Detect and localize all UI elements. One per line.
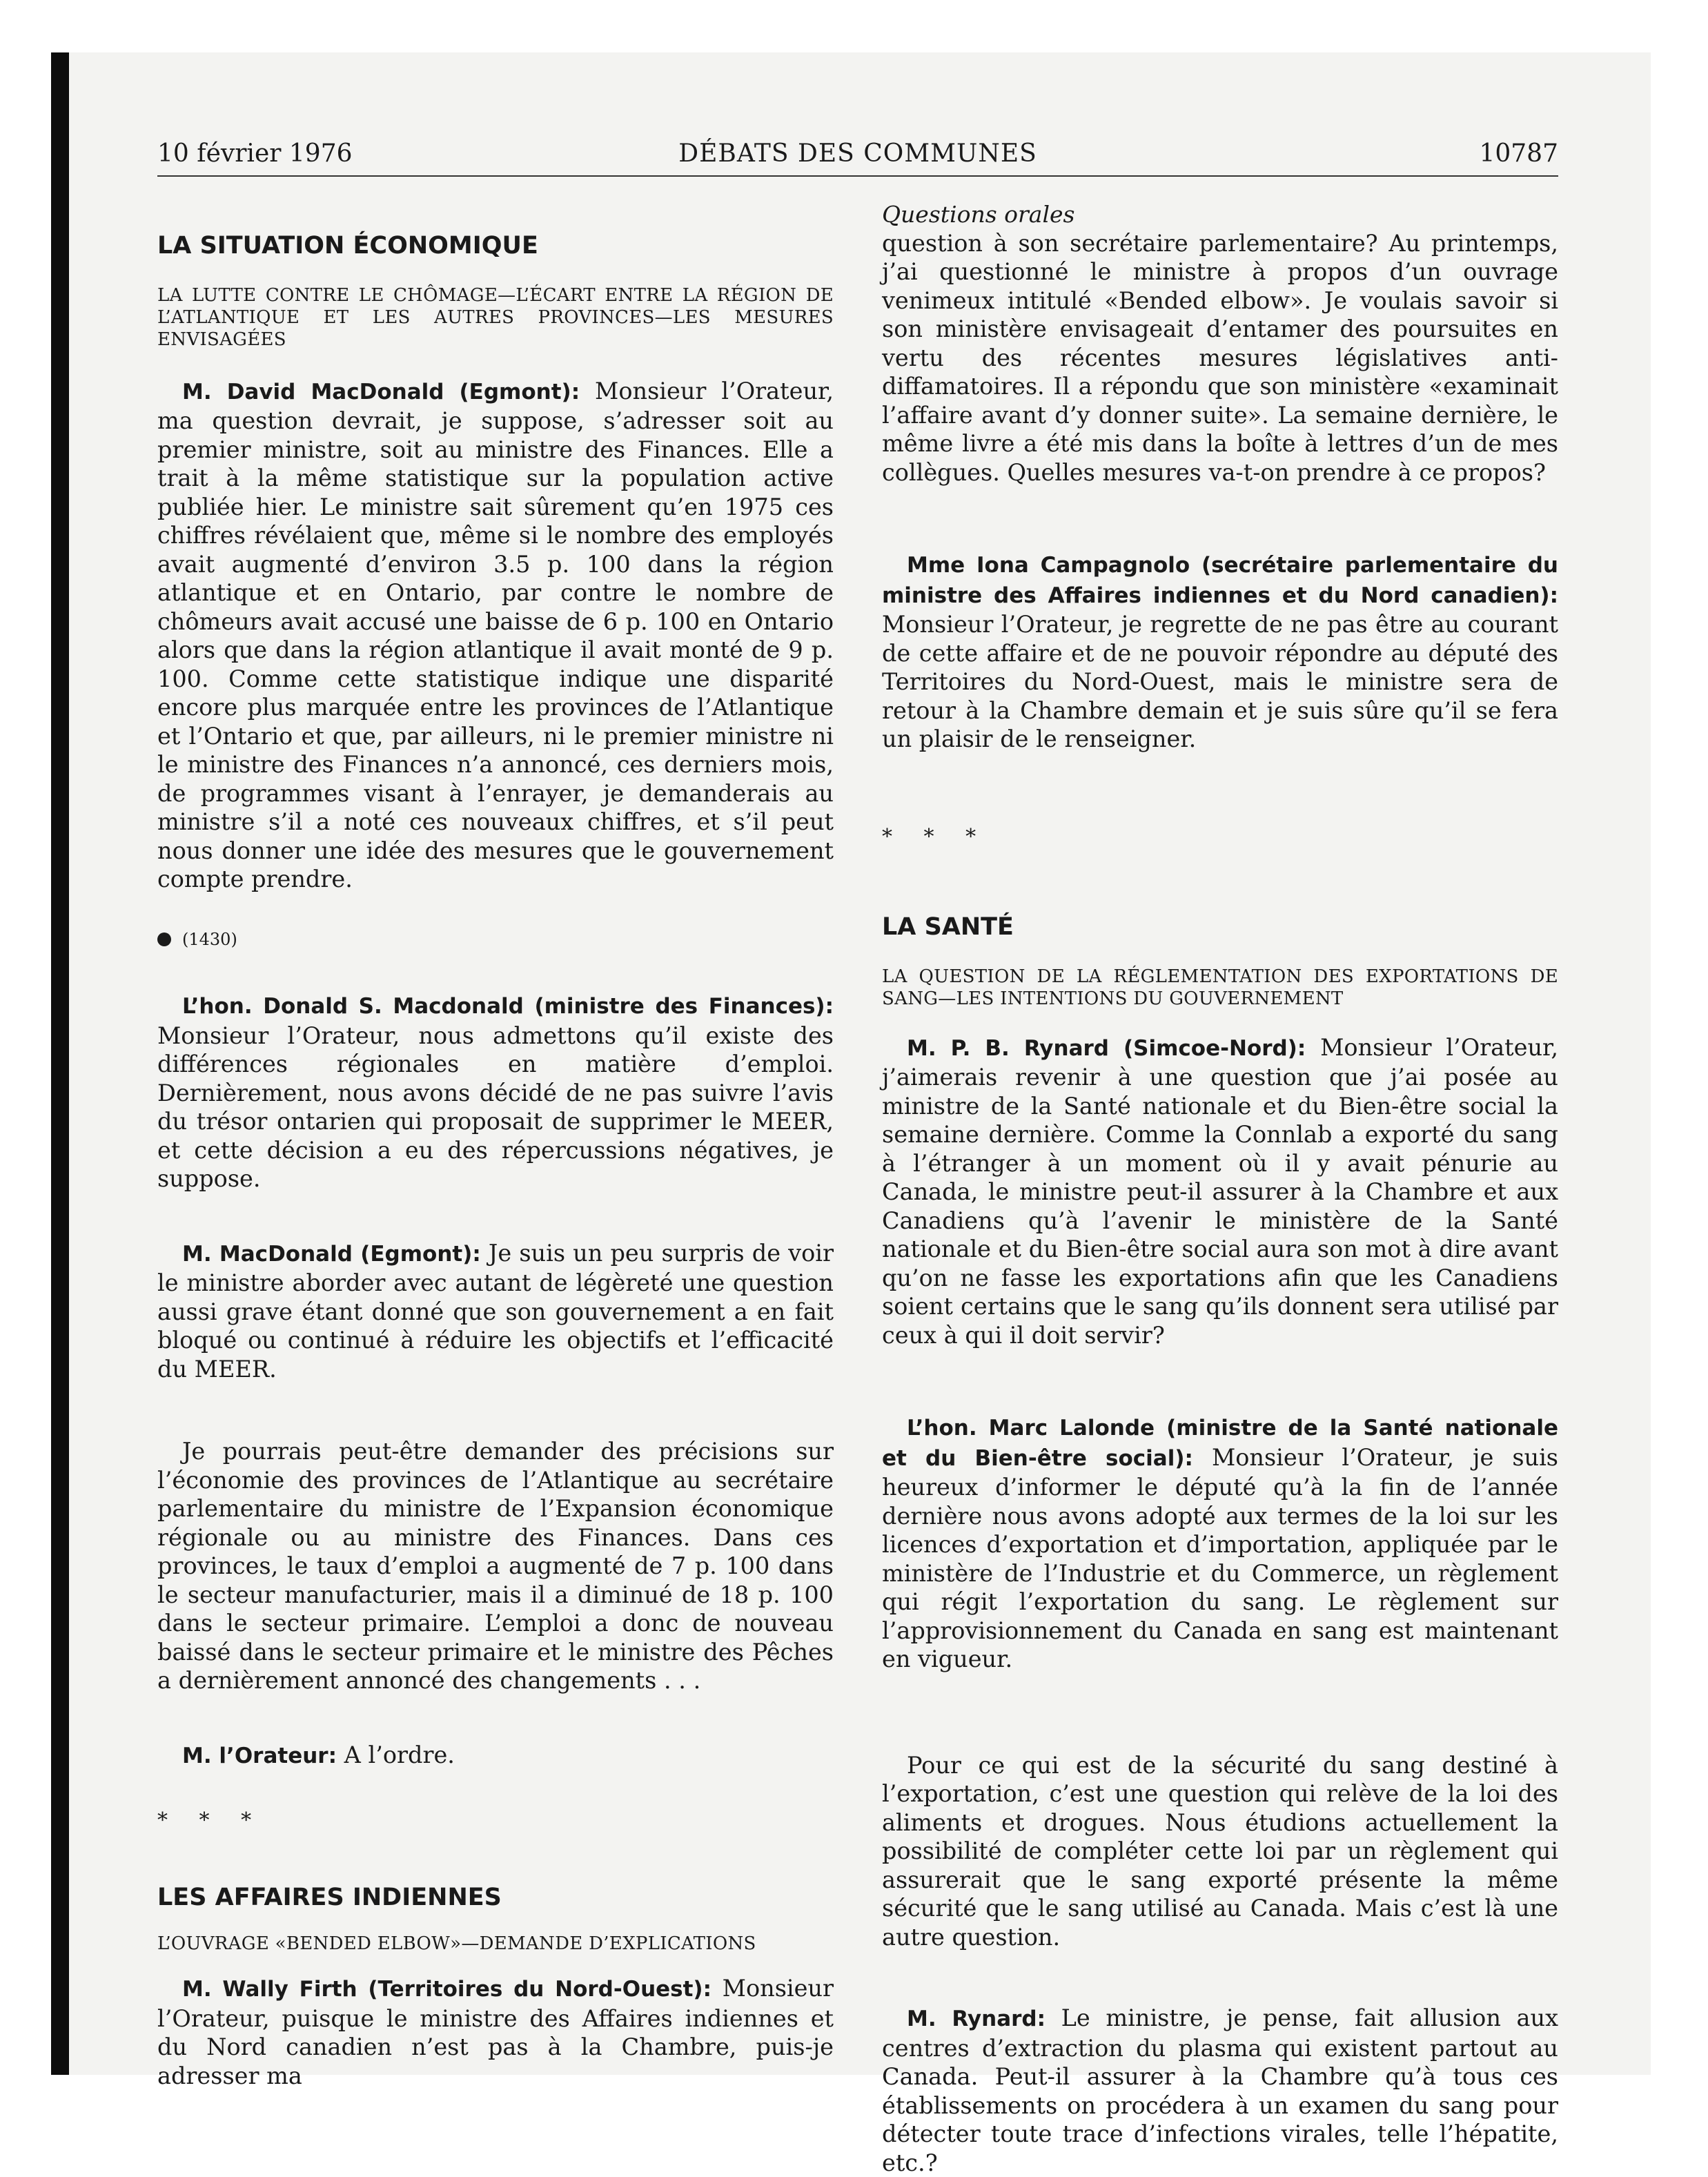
speech-paragraph: question à son secrétaire parlementaire? Au printemps, j’ai questionné le ministre à propos d’un ouvrage venimeux intitulé «Bended elbow». Je voulais savoir si son ministère envisageait d’entamer des poursuites en vertu des récentes mesures législatives anti-diffamatoires. Il a répondu que son ministère «examinait l’affaire avant d’y donner suite». La semaine dernière, le même livre a été mis dans la boîte à lettres d’un de mes collègues. Quelles mesures va-t-on prendre à ce propos? — [882, 229, 1558, 486]
speech-paragraph — [882, 550, 1558, 754]
speaker-name: M. David MacDonald (Egmont): — [182, 379, 580, 404]
section-subtitle-unemployment: LA LUTTE CONTRE LE CHÔMAGE—L’ÉCART ENTRE LA RÉGION DE L’ATLANTIQUE ET LES AUTRES PROVINCES—LES MESURES ENVISAGÉES — [157, 284, 834, 350]
bullet-icon — [157, 933, 171, 946]
speech-paragraph — [157, 377, 834, 894]
speech-text: Je suis un peu surpris de voir le ministre aborder avec autant de légèreté une question aussi grave étant donné que son gouvernement a en fait bloqué ou continué à réduire les objectifs et l’efficacité du MEER. — [157, 1239, 834, 1383]
section-title-health: LA SANTÉ — [882, 913, 1014, 941]
speaker-name: M. MacDonald (Egmont): — [182, 1241, 481, 1267]
speaker-name: M. l’Orateur: — [182, 1743, 337, 1768]
header-publication: DÉBATS DES COMMUNES — [678, 139, 1037, 168]
speech-text: A l’ordre. — [336, 1741, 455, 1768]
section-separator: * * * — [882, 824, 989, 849]
speech-text: Monsieur l’Orateur, je regrette de ne pas être au courant de cette affaire et de ne pouvoir répondre au député des Territoires du Nord-Ouest, mais le ministre sera de retour à la Chambre demain et je suis sûre qu’il se fera un plaisir de le renseigner. — [882, 611, 1558, 752]
speech-paragraph: Pour ce qui est de la sécurité du sang destiné à l’exportation, c’est une question qui relève de la loi des aliments et drogues. Nous étudions actuellement la possibilité de compléter cette loi par un règlement qui assurerait que le sang exporté présente la même sécurité que le sang utilisé au Canada. Mais c’est là une autre question. — [882, 1751, 1558, 1951]
binding-edge — [51, 52, 69, 2075]
speech-text: Le ministre, je pense, fait allusion aux centres d’extraction du plasma qui existent partout au Canada. Peut-il assurer à la Chambre qu’à tous ces établissements on procédera à un examen du sang pour détecter toute trace d’infections virales, telle l’hépatite, etc.? — [882, 2004, 1558, 2176]
section-title-indian-affairs: LES AFFAIRES INDIENNES — [157, 1883, 502, 1911]
section-separator: * * * — [157, 1808, 264, 1833]
speech-paragraph — [157, 1239, 834, 1384]
speaker-name: M. Wally Firth (Territoires du Nord-Ouest): — [182, 1977, 712, 2002]
time-marker-label: (1430) — [182, 929, 237, 949]
speech-paragraph — [882, 2004, 1558, 2177]
speech-text: Monsieur l’Orateur, je suis heureux d’informer le député qu’à la fin de l’année dernière nous avons adopté aux termes de la loi sur les licences d’exportation et d’importation, appliquée par le ministère de l’Industrie et du Commerce, un règlement qui régit l’exportation du sang. Le règlement sur l’approvisionnement du Canada en sang est maintenant en vigueur. — [882, 1443, 1558, 1672]
speaker-name: M. Rynard: — [907, 2007, 1046, 2031]
header-page-number: 10787 — [1479, 139, 1558, 168]
time-marker — [157, 926, 834, 955]
speaker-name: M. P. B. Rynard (Simcoe-Nord): — [907, 1035, 1306, 1061]
speech-paragraph — [157, 1974, 834, 2090]
running-head: Questions orales — [882, 201, 1075, 228]
page-header — [157, 139, 1558, 178]
section-subtitle-blood-exports: LA QUESTION DE LA RÉGLEMENTATION DES EXPORTATIONS DE SANG—LES INTENTIONS DU GOUVERNEMENT — [882, 966, 1558, 1009]
section-subtitle-bended-elbow: L’OUVRAGE «BENDED ELBOW»—DEMANDE D’EXPLICATIONS — [157, 1933, 756, 1954]
left-column — [157, 200, 834, 2090]
speech-paragraph — [157, 991, 834, 1193]
speech-paragraph — [882, 1413, 1558, 1674]
speech-text: Monsieur l’Orateur, puisque le ministre des Affaires indiennes et du Nord canadien n’est pas à la Chambre, puis-je adresser ma — [157, 1975, 834, 2089]
right-column — [882, 200, 1558, 2177]
speaker-name: L’hon. Marc Lalonde (ministre de la Santé nationale et du Bien-être social): — [882, 1416, 1558, 1471]
speaker-name: L’hon. Donald S. Macdonald (ministre des Finances): — [182, 994, 834, 1019]
speech-text: Monsieur l’Orateur, j’aimerais revenir à une question que j’ai posée au ministre de la Santé nationale et du Bien-être social la semaine dernière. Comme la Connlab a exporté du sang à l’étranger à un moment où il y avait pénurie au Canada, le ministre peut-il assurer à la Chambre et aux Canadiens qu’à l’avenir le ministère de la Santé nationale et du Bien-être social aura son mot à dire avant qu’on ne fasse les exportations afin que les Canadiens soient certains que le sang qu’ils donnent sera utilisé par ceux à qui il doit servir? — [882, 1033, 1558, 1349]
section-title-economy: LA SITUATION ÉCONOMIQUE — [157, 232, 538, 260]
speech-paragraph — [157, 1741, 834, 1771]
header-rule — [157, 175, 1558, 177]
speech-paragraph — [882, 1033, 1558, 1350]
speaker-name: Mme Iona Campagnolo (secrétaire parlementaire du ministre des Affaires indiennes et du Nord canadien): — [882, 553, 1558, 608]
speech-paragraph: Je pourrais peut-être demander des précisions sur l’économie des provinces de l’Atlantique au secrétaire parlementaire du ministre de l’Expansion économique régionale ou au ministre des Finances. Dans ces provinces, le taux d’emploi a augmenté de 7 p. 100 dans le secteur manufacturier, mais il a diminué de 18 p. 100 dans le secteur primaire. L’emploi a donc de nouveau baissé dans le secteur primaire et le ministre des Pêches a dernièrement annoncé des changements . . . — [157, 1438, 834, 1694]
speech-text: Monsieur l’Orateur, nous admettons qu’il existe des différences régionales en matière d’emploi. Dernièrement, nous avons décidé de ne pas suivre l’avis du trésor ontarien qui proposait de supprimer le MEER, et cette décision a eu des répercussions négatives, je suppose. — [157, 1022, 834, 1192]
header-date: 10 février 1976 — [157, 139, 353, 168]
speech-text: Monsieur l’Orateur, ma question devrait, je suppose, s’adresser soit au premier ministre, soit au ministre des Finances. Elle a trait à la même statistique sur la population active publiée hier. Le ministre sait sûrement qu’en 1975 ces chiffres révélaient que, même si le nombre des employés avait augmenté d’environ 3.5 p. 100 dans la région atlantique et en Ontario, par contre le nombre de chômeurs avait accusé une baisse de 6 p. 100 en Ontario alors que dans la région atlantique il avait monté de 9 p. 100. Comme cette statistique indique une disparité encore plus marquée entre les provinces de l’Atlantique et l’Ontario et que, par ailleurs, ni le premier ministre ni le ministre des Finances n’a annoncé, ces derniers mois, de programmes visant à l’enrayer, je demanderais au ministre s’il a noté ces nouveaux chiffres, et s’il peut nous donner une idée des mesures que le gouvernement compte prendre. — [157, 377, 834, 892]
